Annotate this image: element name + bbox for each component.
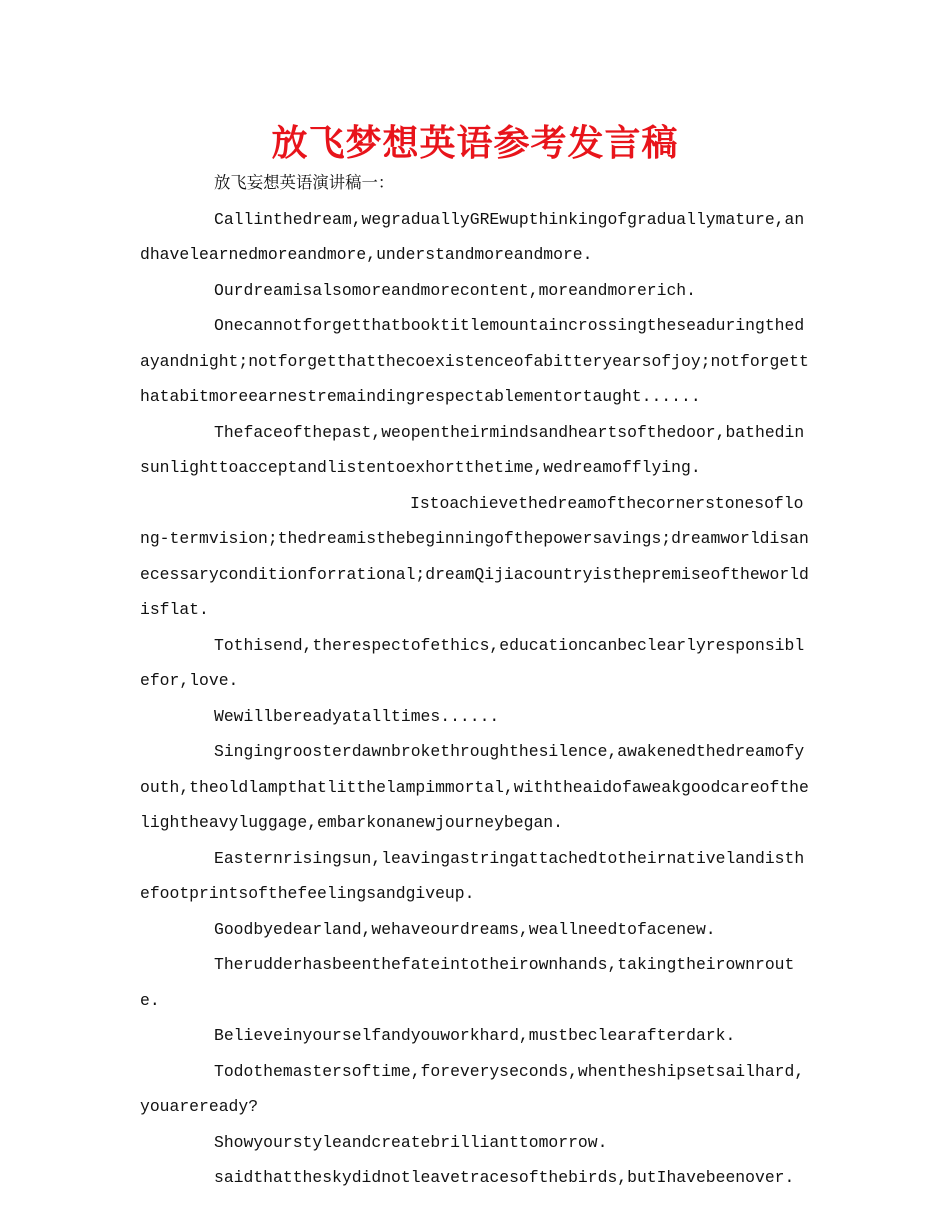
- paragraph: Goodbyedearland,wehaveourdreams,weallneedtofacenew.: [214, 919, 716, 939]
- paragraph: Singingroosterdawnbrokethroughthesilence,awakenedthedreamofyouth,theoldlampthatlitthelampimmortal,withtheaidofaweakgoodcareofthelightheavyluggage,embarkonanewjourneybegan.: [140, 742, 809, 832]
- paragraph: Thefaceofthepast,weopentheirmindsandheartsofthedoor,bathedinsunlighttoacceptandlistentoexhortthetime,wedreamofflying.: [140, 422, 805, 477]
- document-title: 放飞梦想英语参考发言稿: [271, 123, 679, 164]
- paragraph: Callinthedream,wegraduallyGREwupthinkingofgraduallymature,andhavelearnedmoreandmore,understandmoreandmore.: [140, 209, 805, 264]
- paragraph-subtitle: 放飞妄想英语演讲稿一：: [214, 174, 395, 193]
- document-body: [140, 166, 812, 1196]
- paragraph: Onecannotforgetthatbooktitlemountaincrossingtheseaduringthedayandnight;notforgetthatthecoexistenceofabitteryearsofjoy;notforgetthatabitmoreearnestremaindingrespectablementortaught......: [140, 316, 809, 406]
- paragraph: Istoachievethedreamofthecornerstonesoflong-termvision;thedreamisthebeginningofthepowersavings;dreamworldisanecessaryconditionforrational;dreamQijiacountryisthepremiseoftheworldisflat.: [140, 493, 809, 619]
- paragraph: Believeinyourselfandyouworkhard,mustbeclearafterdark.: [214, 1026, 736, 1045]
- paragraph: Easternrisingsun,leavingastringattachedtotheirnativelandisthefootprintsofthefeelingsandgiveup.: [140, 848, 805, 903]
- paragraph: Ourdreamisalsomoreandmorecontent,moreandmorerich.: [214, 280, 696, 300]
- paragraph: Showyourstyleandcreatebrillianttomorrow.: [214, 1132, 608, 1152]
- paragraph: Wewillbereadyatalltimes......: [214, 706, 500, 726]
- paragraph: saidthattheskydidnotleavetracesofthebirds,butIhavebeenover.: [214, 1168, 795, 1187]
- paragraph: Todothemastersoftime,foreveryseconds,whentheshipsetsailhard,youareready?: [140, 1061, 805, 1116]
- paragraph: Therudderhasbeenthefateintotheirownhands,takingtheirownroute.: [140, 955, 795, 1010]
- paragraph: Tothisend,therespectofethics,educationcanbeclearlyresponsiblefor,love.: [140, 635, 805, 690]
